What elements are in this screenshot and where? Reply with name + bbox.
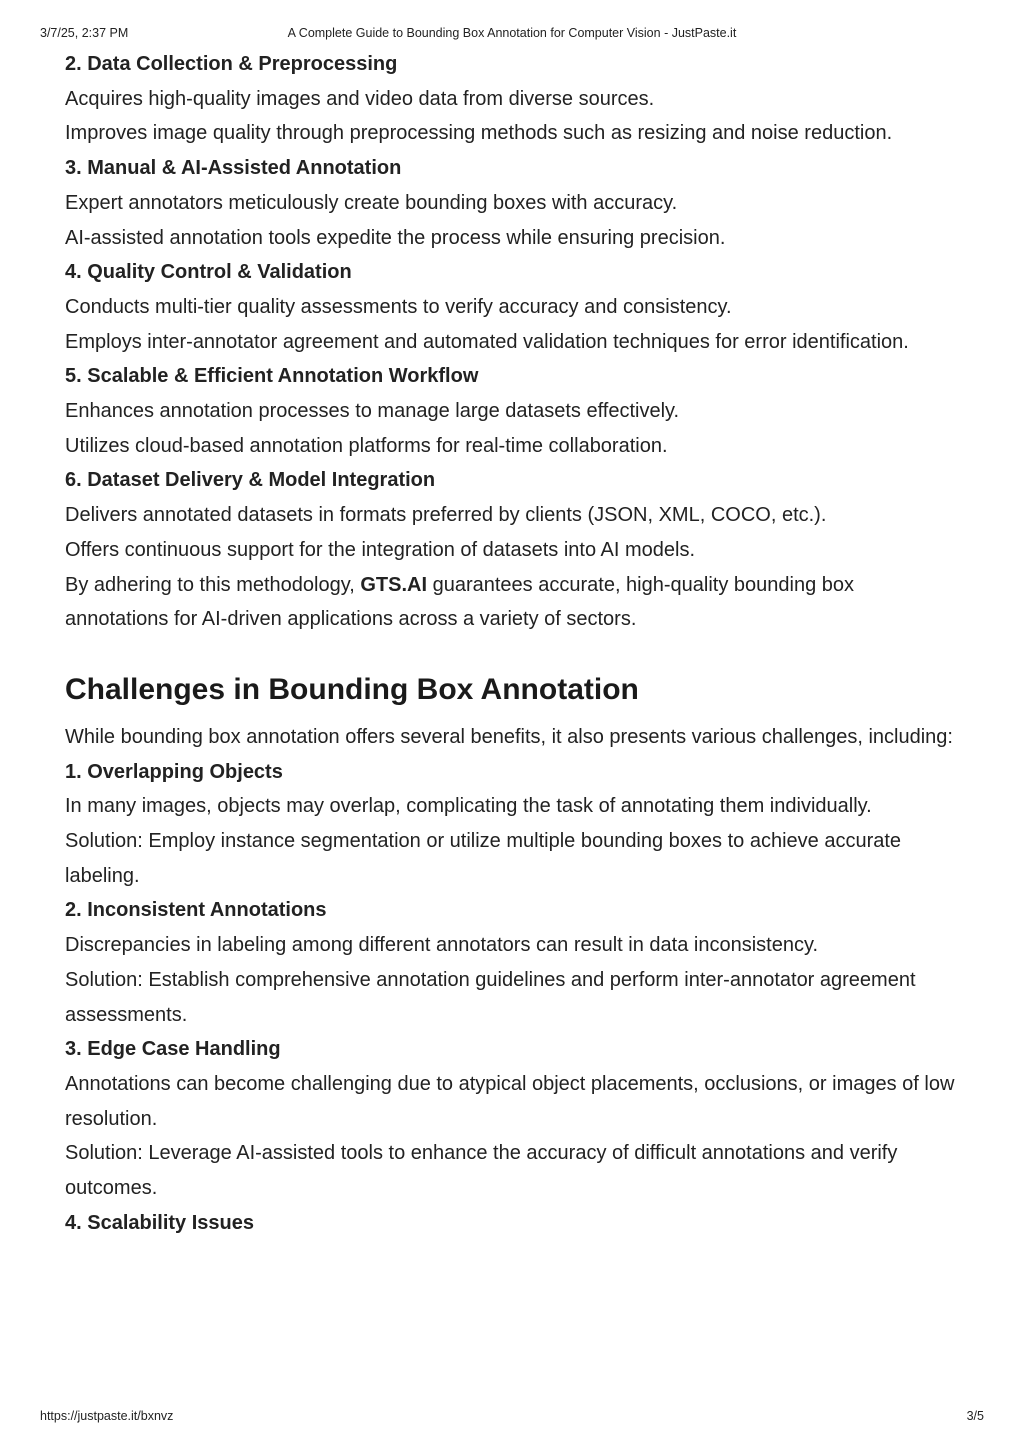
paragraph: Solution: Employ instance segmentation or utilize multiple bounding boxes to achieve accurate labeling. (65, 830, 902, 887)
paragraph: Enhances annotation processes to manage large datasets effectively. (65, 400, 680, 423)
print-footer (40, 1409, 984, 1425)
section-title: 4. Scalability Issues (65, 1211, 254, 1234)
paragraph: Solution: Establish comprehensive annotation guidelines and perform inter-annotator agreement assessments. (65, 968, 916, 1026)
section-title: 3. Edge Case Handling (65, 1038, 281, 1061)
paragraph: Employs inter-annotator agreement and automated validation techniques for error identification. (65, 330, 909, 353)
paragraph: Solution: Leverage AI-assisted tools to enhance the accuracy of difficult annotations and verify outcomes. (65, 1142, 898, 1200)
section-title: 5. Scalable & Efficient Annotation Workflow (65, 365, 479, 388)
paragraph: Acquires high-quality images and video data from diverse sources. (65, 87, 655, 110)
paragraph: In many images, objects may overlap, complicating the task of annotating them individually. (65, 795, 872, 818)
paragraph: Conducts multi-tier quality assessments to verify accuracy and consistency. (65, 295, 732, 318)
conclusion-text-end: guarantees accurate, high-quality bounding box annotations for AI-driven applications across a variety of sectors. (65, 573, 855, 631)
section-title: 2. Data Collection & Preprocessing (65, 53, 398, 75)
print-page-title: A Complete Guide to Bounding Box Annotation for Computer Vision - JustPaste.it (287, 26, 737, 40)
paragraph: While bounding box annotation offers several benefits, it also presents various challenges, including: (65, 725, 953, 748)
print-url: https://justpaste.it/bxnvz (40, 1409, 174, 1423)
article-content (65, 47, 955, 1241)
brand-name: GTS.AI (360, 573, 428, 596)
section-title: 4. Quality Control & Validation (65, 261, 352, 284)
paragraph: Expert annotators meticulously create bounding boxes with accuracy. (65, 191, 678, 214)
paragraph: Utilizes cloud-based annotation platforms for real-time collaboration. (65, 434, 668, 457)
conclusion-text-start: By adhering to this methodology, (65, 573, 361, 596)
print-header (40, 26, 984, 42)
section-title: 2. Inconsistent Annotations (65, 899, 327, 922)
section-title: 6. Dataset Delivery & Model Integration (65, 469, 436, 492)
challenges-heading: Challenges in Bounding Box Annotation (65, 672, 639, 706)
paragraph: Improves image quality through preprocessing methods such as resizing and noise reduction. (65, 122, 893, 145)
paragraph: Delivers annotated datasets in formats preferred by clients (JSON, XML, COCO, etc.). (65, 504, 827, 527)
paragraph: Offers continuous support for the integration of datasets into AI models. (65, 538, 695, 561)
paragraph: Discrepancies in labeling among different annotators can result in data inconsistency. (65, 934, 819, 957)
section-title: 3. Manual & AI-Assisted Annotation (65, 157, 402, 180)
paragraph: Annotations can become challenging due to atypical object placements, occlusions, or images of low resolution. (65, 1072, 955, 1130)
section-title: 1. Overlapping Objects (65, 760, 283, 783)
print-datetime: 3/7/25, 2:37 PM (40, 26, 129, 40)
print-page-number: 3/5 (966, 1409, 984, 1423)
conclusion-paragraph (65, 568, 955, 637)
paragraph: AI-assisted annotation tools expedite the process while ensuring precision. (65, 226, 726, 249)
